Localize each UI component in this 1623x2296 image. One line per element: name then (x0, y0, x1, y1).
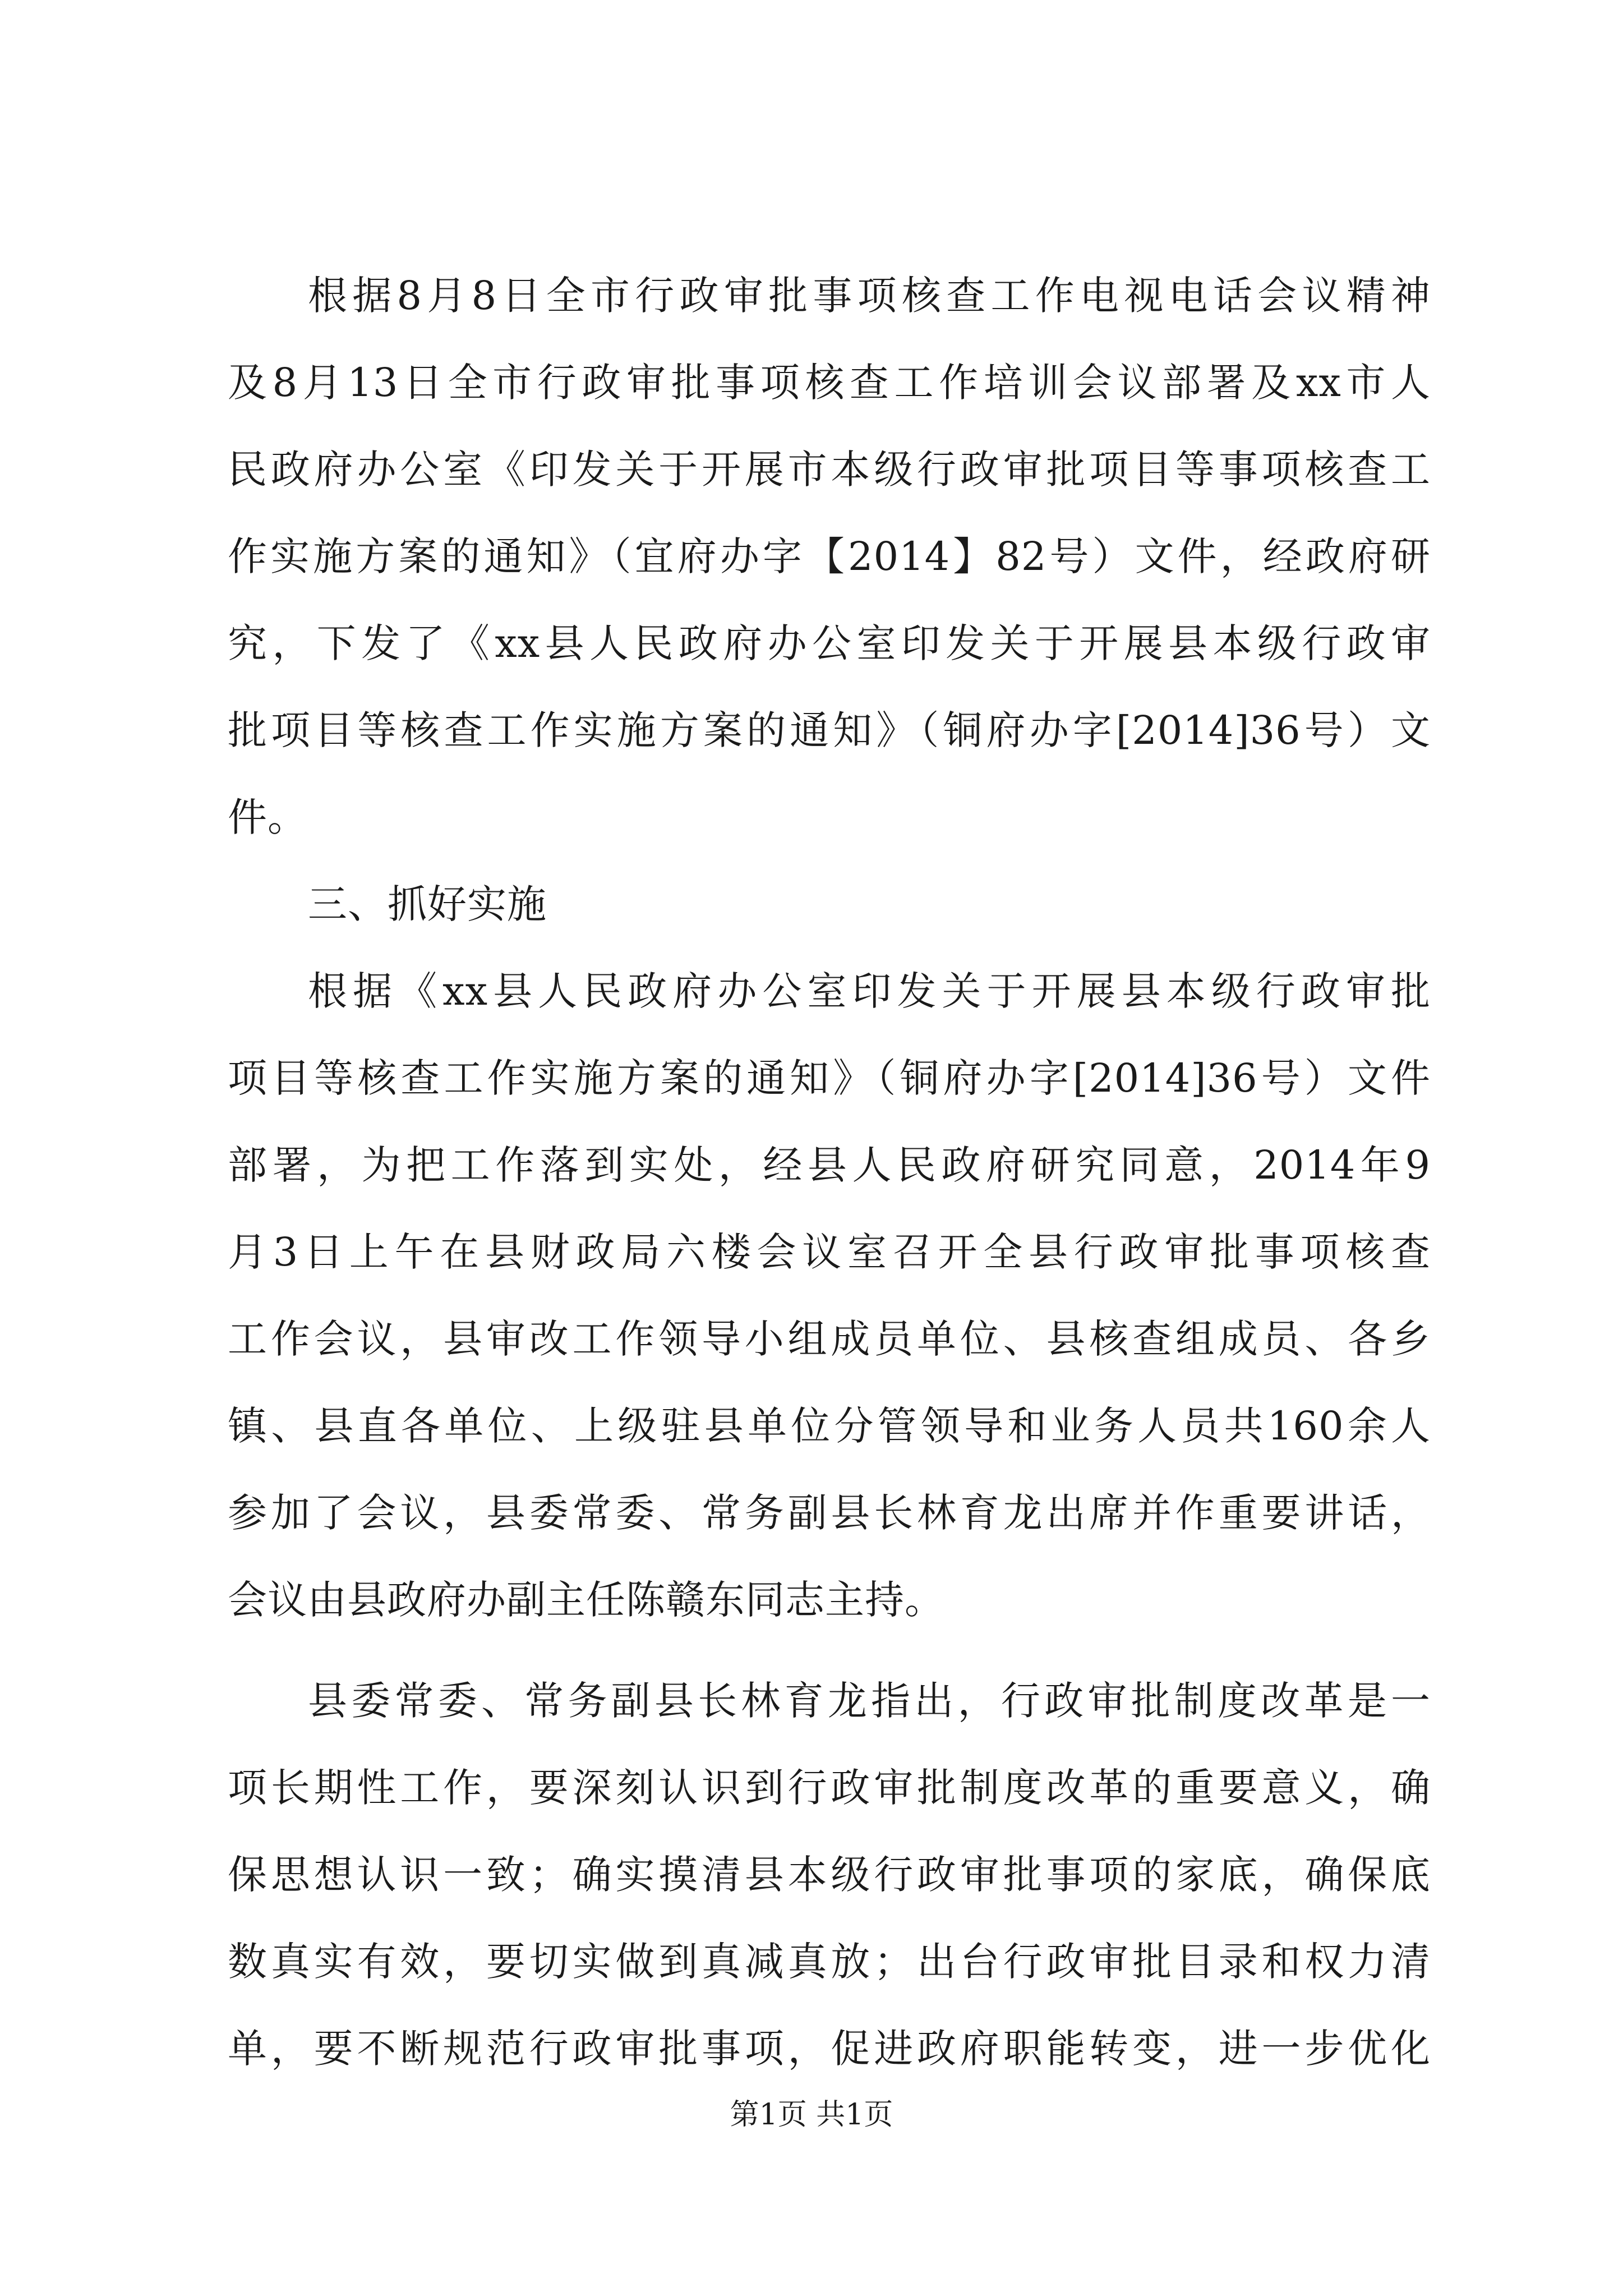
heading-text: 三、抓好实施 (308, 881, 547, 927)
paragraph-line: 单，要不断规范行政审批事项，促进政府职能转变，进一步优化 (228, 2026, 1431, 2072)
paragraph-line: 及8月13日全市行政审批事项核查工作培训会议部署及xx市人 (228, 360, 1431, 406)
paragraph-line: 究，下发了《xx县人民政府办公室印发关于开展县本级行政审 (228, 620, 1431, 666)
paragraph-line: 数真实有效，要切实做到真减真放；出台行政审批目录和权力清 (228, 1939, 1431, 1985)
paragraph-line: 作实施方案的通知》（宜府办字【2014】82号）文件，经政府研 (228, 533, 1431, 579)
paragraph-line: 工作会议，县审改工作领导小组成员单位、县核查组成员、各乡 (228, 1316, 1431, 1362)
paragraph-line: 部署，为把工作落到实处，经县人民政府研究同意，2014年9 (228, 1142, 1431, 1188)
paragraph-line: 县委常委、常务副县长林育龙指出，行政审批制度改革是一 (308, 1678, 1431, 1724)
document-body (228, 252, 1431, 2092)
paragraph-3 (228, 1658, 1431, 2092)
paragraph-line: 项长期性工作，要深刻认识到行政审批制度改革的重要意义，确 (228, 1765, 1431, 1811)
paragraph-line: 保思想认识一致；确实摸清县本级行政审批事项的家底，确保底 (228, 1852, 1431, 1898)
page-footer: 第1页 共1页 (730, 2098, 893, 2132)
paragraph-line: 件。 (228, 794, 307, 840)
paragraph-line: 根据《xx县人民政府办公室印发关于开展县本级行政审批 (308, 968, 1431, 1014)
paragraph-1 (228, 252, 1431, 861)
paragraph-line: 民政府办公室《印发关于开展市本级行政审批项目等事项核查工 (228, 447, 1431, 493)
paragraph-line: 批项目等核查工作实施方案的通知》（铜府办字[2014]36号）文 (228, 707, 1431, 753)
paragraph-2 (228, 948, 1431, 1644)
section-heading (228, 861, 1431, 948)
paragraph-line: 项目等核查工作实施方案的通知》（铜府办字[2014]36号）文件 (228, 1055, 1431, 1101)
paragraph-line: 月3日上午在县财政局六楼会议室召开全县行政审批事项核查 (228, 1229, 1431, 1275)
paragraph-line: 参加了会议，县委常委、常务副县长林育龙出席并作重要讲话， (228, 1490, 1431, 1536)
paragraph-line: 会议由县政府办副主任陈赣东同志主持。 (228, 1577, 944, 1623)
paragraph-gap (228, 1644, 1431, 1658)
paragraph-line: 根据8月8日全市行政审批事项核查工作电视电话会议精神 (308, 273, 1431, 319)
paragraph-line: 镇、县直各单位、上级驻县单位分管领导和业务人员共160余人 (228, 1403, 1431, 1449)
